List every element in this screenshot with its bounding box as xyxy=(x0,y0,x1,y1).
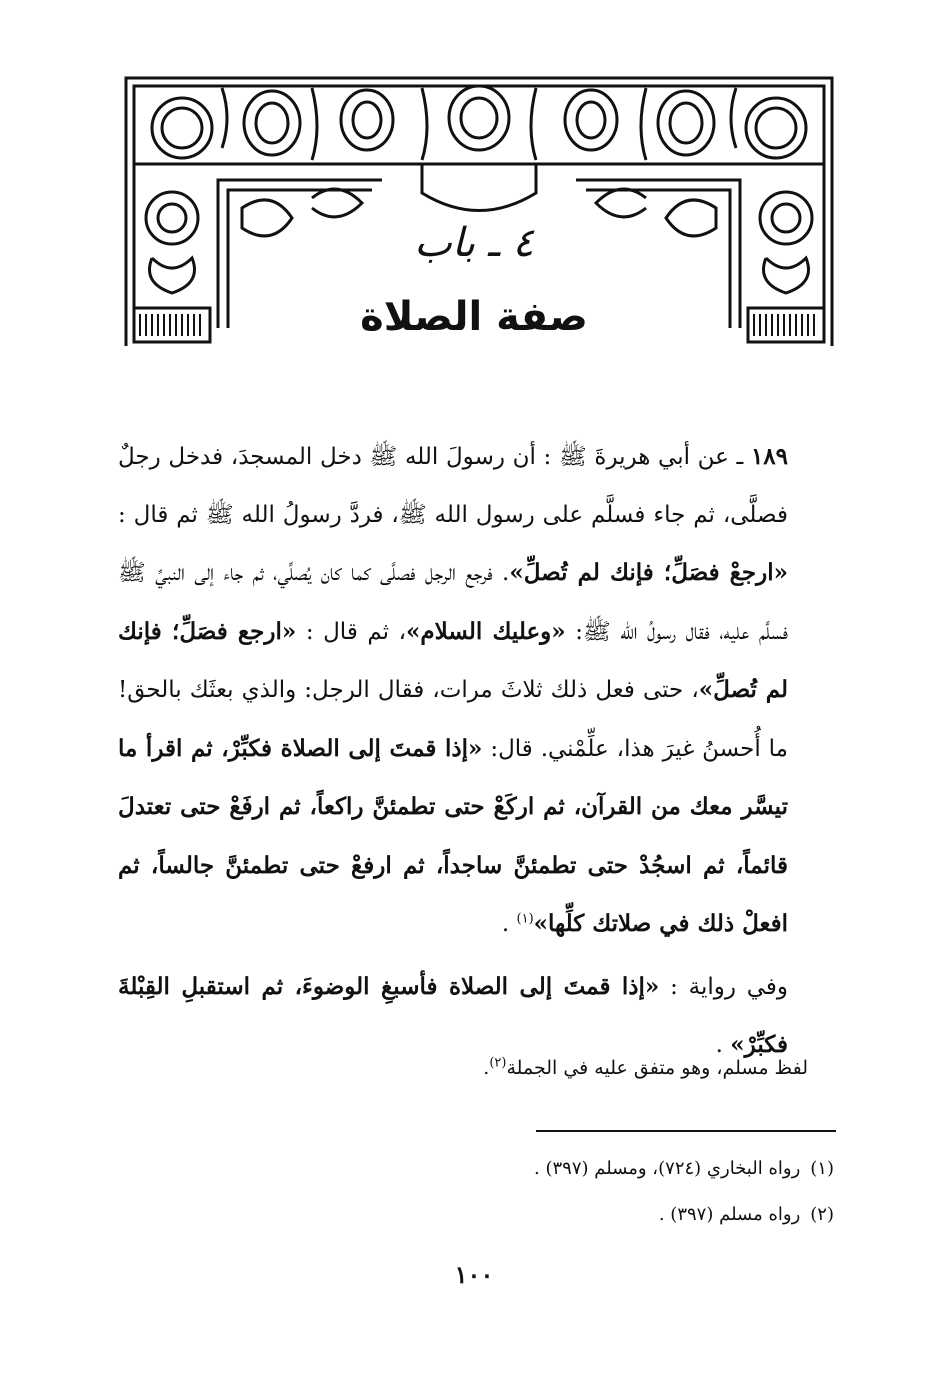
footnote-key: (٢) xyxy=(810,1204,834,1225)
footnote-key: (١) xyxy=(810,1158,834,1179)
hadith-end: . xyxy=(501,911,517,937)
footnote-divider xyxy=(536,1130,836,1132)
hadith-text-2: . فرجع الرجل فصلَّى كما كان يُصلِّي، ثم جاء إلى النبيِّ ﷺ فسلَّم عليه، فقال رسولُ الله ﷺ: xyxy=(118,560,789,645)
footnote-ref-2: (٢) xyxy=(489,1055,507,1071)
footnote-item xyxy=(118,1146,834,1192)
chapter-title: صفة الصلاة xyxy=(360,294,588,340)
hadith-text-3: ، ثم قال : xyxy=(305,618,407,645)
hadith-number: ١٨٩ xyxy=(750,443,789,470)
hadith-quote-1: «ارجعْ فصَلِّ؛ فإنك لم تُصلِّ» xyxy=(509,559,788,586)
footnote-text: رواه مسلم (٣٩٧) . xyxy=(658,1204,801,1225)
hadith-intro: ـ عن أبي هريرةَ ﷺ : أن رسولَ الله ﷺ دخل المسجدَ، فدخل رجلٌ فصلَّى، ثم جاء فسلَّم على رسول الله ﷺ، فردَّ رسولُ الله ﷺ ثم قال : xyxy=(118,444,788,528)
hadith-text-4: ، حتى فعل ذلك ثلاثَ مرات، فقال الرجل: والذي بعثَك بالحق! ما أُحسنُ غيرَ هذا، علِّمْني. قال: xyxy=(118,677,789,762)
variant-end: . xyxy=(715,1032,731,1058)
hadith-quote-4: «إذا قمتَ إلى الصلاة فكبِّرْ، ثم اقرأ ما تيسَّر معك من القرآن، ثم اركَعْ حتى تطمئنَّ راكعاً، ثم ارفَعْ حتى تعتدلَ قائماً، ثم اسجُدْ حتى تطمئنَّ ساجداً، ثم ارفعْ حتى تطمئنَّ جالساً، ثم افعلْ ذلك في صلاتك كلِّها» xyxy=(118,734,788,937)
variant-intro: وفي رواية : xyxy=(670,973,788,1000)
hadith-paragraph xyxy=(118,428,834,954)
page-number: ١٠٠ xyxy=(454,1260,494,1289)
source-note xyxy=(118,1048,808,1088)
footnote-item xyxy=(118,1192,834,1238)
main-text xyxy=(118,428,834,1075)
source-note-end: . xyxy=(483,1057,490,1079)
hadith-quote-2: «وعليك السلام» xyxy=(406,617,566,645)
footnote-text: رواه البخاري (٧٢٤)، ومسلم (٣٩٧) . xyxy=(534,1158,801,1179)
footnotes xyxy=(118,1146,834,1238)
variant-quote: «إذا قمتَ إلى الصلاة فأسبغِ الوضوءَ، ثم استقبلِ القِبْلةَ فكبِّرْ» xyxy=(118,972,788,1058)
footnote-ref-1: (١) xyxy=(516,911,534,927)
source-note-text: لفظ مسلم، وهو متفق عليه في الجملة xyxy=(506,1057,808,1079)
chapter-label: ٤ ـ باب xyxy=(414,220,534,266)
hadith-quote-3: «ارجع فصَلِّ؛ فإنك لم تُصلِّ» xyxy=(118,617,789,703)
